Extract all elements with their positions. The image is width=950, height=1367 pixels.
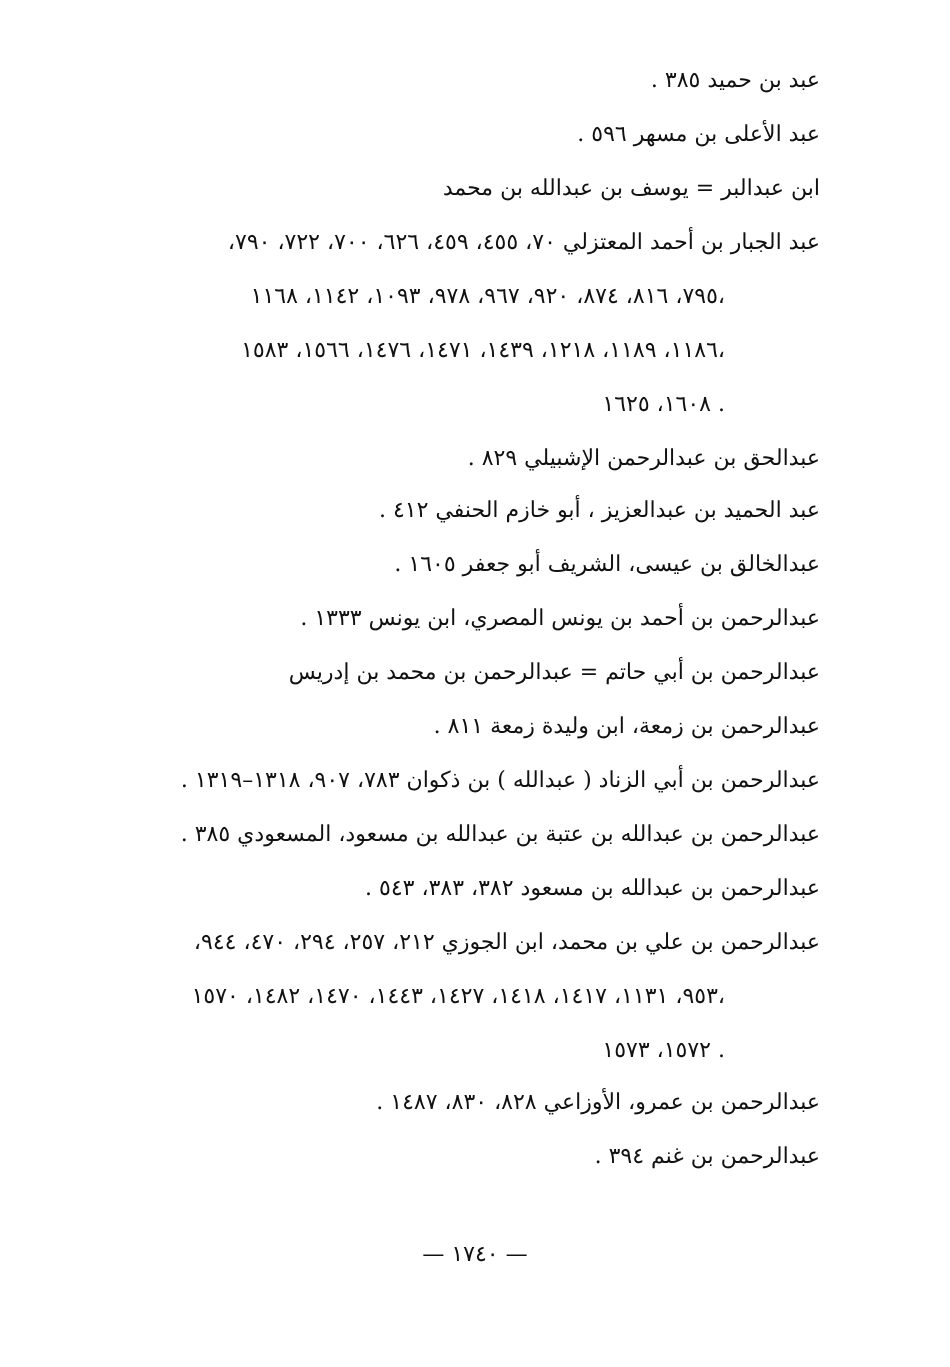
index-continuation-line: ٧٩٥، ٨١٦، ٨٧٤، ٩٢٠، ٩٦٧، ٩٧٨، ١٠٩٣، ١١٤٢، ١١٦٨، <box>250 284 725 309</box>
index-entry-line: عبدالرحمن بن عمرو، الأوزاعي ٨٢٨، ٨٣٠، ١٤٨٧ . <box>376 1090 820 1115</box>
index-entry-line: عبدالرحمن بن أبي حاتم = عبدالرحمن بن محمد بن إدريس <box>288 660 820 685</box>
index-entry-line: عبد الأعلى بن مسهر ٥٩٦ . <box>577 122 820 147</box>
index-entry-line: عبدالخالق بن عيسى، الشريف أبو جعفر ١٦٠٥ . <box>394 552 820 577</box>
index-entry-line: عبد الحميد بن عبدالعزيز ، أبو خازم الحنفي ٤١٢ . <box>378 498 820 523</box>
index-entry-line: عبدالرحمن بن علي بن محمد، ابن الجوزي ٢١٢، ٢٥٧، ٢٩٤، ٤٧٠، ٩٤٤، <box>193 930 820 955</box>
index-entry-line: عبد بن حميد ٣٨٥ . <box>650 68 820 93</box>
index-entry-line: عبدالرحمن بن زمعة، ابن وليدة زمعة ٨١١ . <box>433 714 820 739</box>
index-continuation-line: ١٥٧٢، ١٥٧٣ . <box>602 1038 725 1063</box>
index-entry-line: عبدالرحمن بن أبي الزناد ( عبدالله ) بن ذكوان ٧٨٣، ٩٠٧، ١٣١٨–١٣١٩ . <box>180 768 820 793</box>
index-entry-line: عبدالرحمن بن عبدالله بن مسعود ٣٨٢، ٣٨٣، ٥٤٣ . <box>365 876 820 901</box>
page-number: — ١٧٤٠ — <box>422 1242 528 1267</box>
index-entry-line: عبد الجبار بن أحمد المعتزلي ٧٠، ٤٥٥، ٤٥٩، ٦٢٦، ٧٠٠، ٧٢٢، ٧٩٠، <box>227 230 820 255</box>
index-entry-line: عبدالرحمن بن أحمد بن يونس المصري، ابن يونس ١٣٣٣ . <box>300 606 820 631</box>
index-entry-line: عبدالرحمن بن غنم ٣٩٤ . <box>594 1144 820 1169</box>
index-continuation-line: ١١٨٦، ١١٨٩، ١٢١٨، ١٤٣٩، ١٤٧١، ١٤٧٦، ١٥٦٦، ١٥٨٣، <box>241 338 725 363</box>
index-entry-line: عبدالرحمن بن عبدالله بن عتبة بن عبدالله بن مسعود، المسعودي ٣٨٥ . <box>180 822 820 847</box>
index-continuation-line: ١٦٠٨، ١٦٢٥ . <box>602 392 725 417</box>
index-entry-line: ابن عبدالبر = يوسف بن عبدالله بن محمد <box>442 176 820 201</box>
index-continuation-line: ٩٥٣، ١١٣١، ١٤١٧، ١٤١٨، ١٤٢٧، ١٤٤٣، ١٤٧٠، ١٤٨٢، ١٥٧٠، <box>191 984 725 1009</box>
index-entry-line: عبدالحق بن عبدالرحمن الإشبيلي ٨٢٩ . <box>467 446 820 471</box>
